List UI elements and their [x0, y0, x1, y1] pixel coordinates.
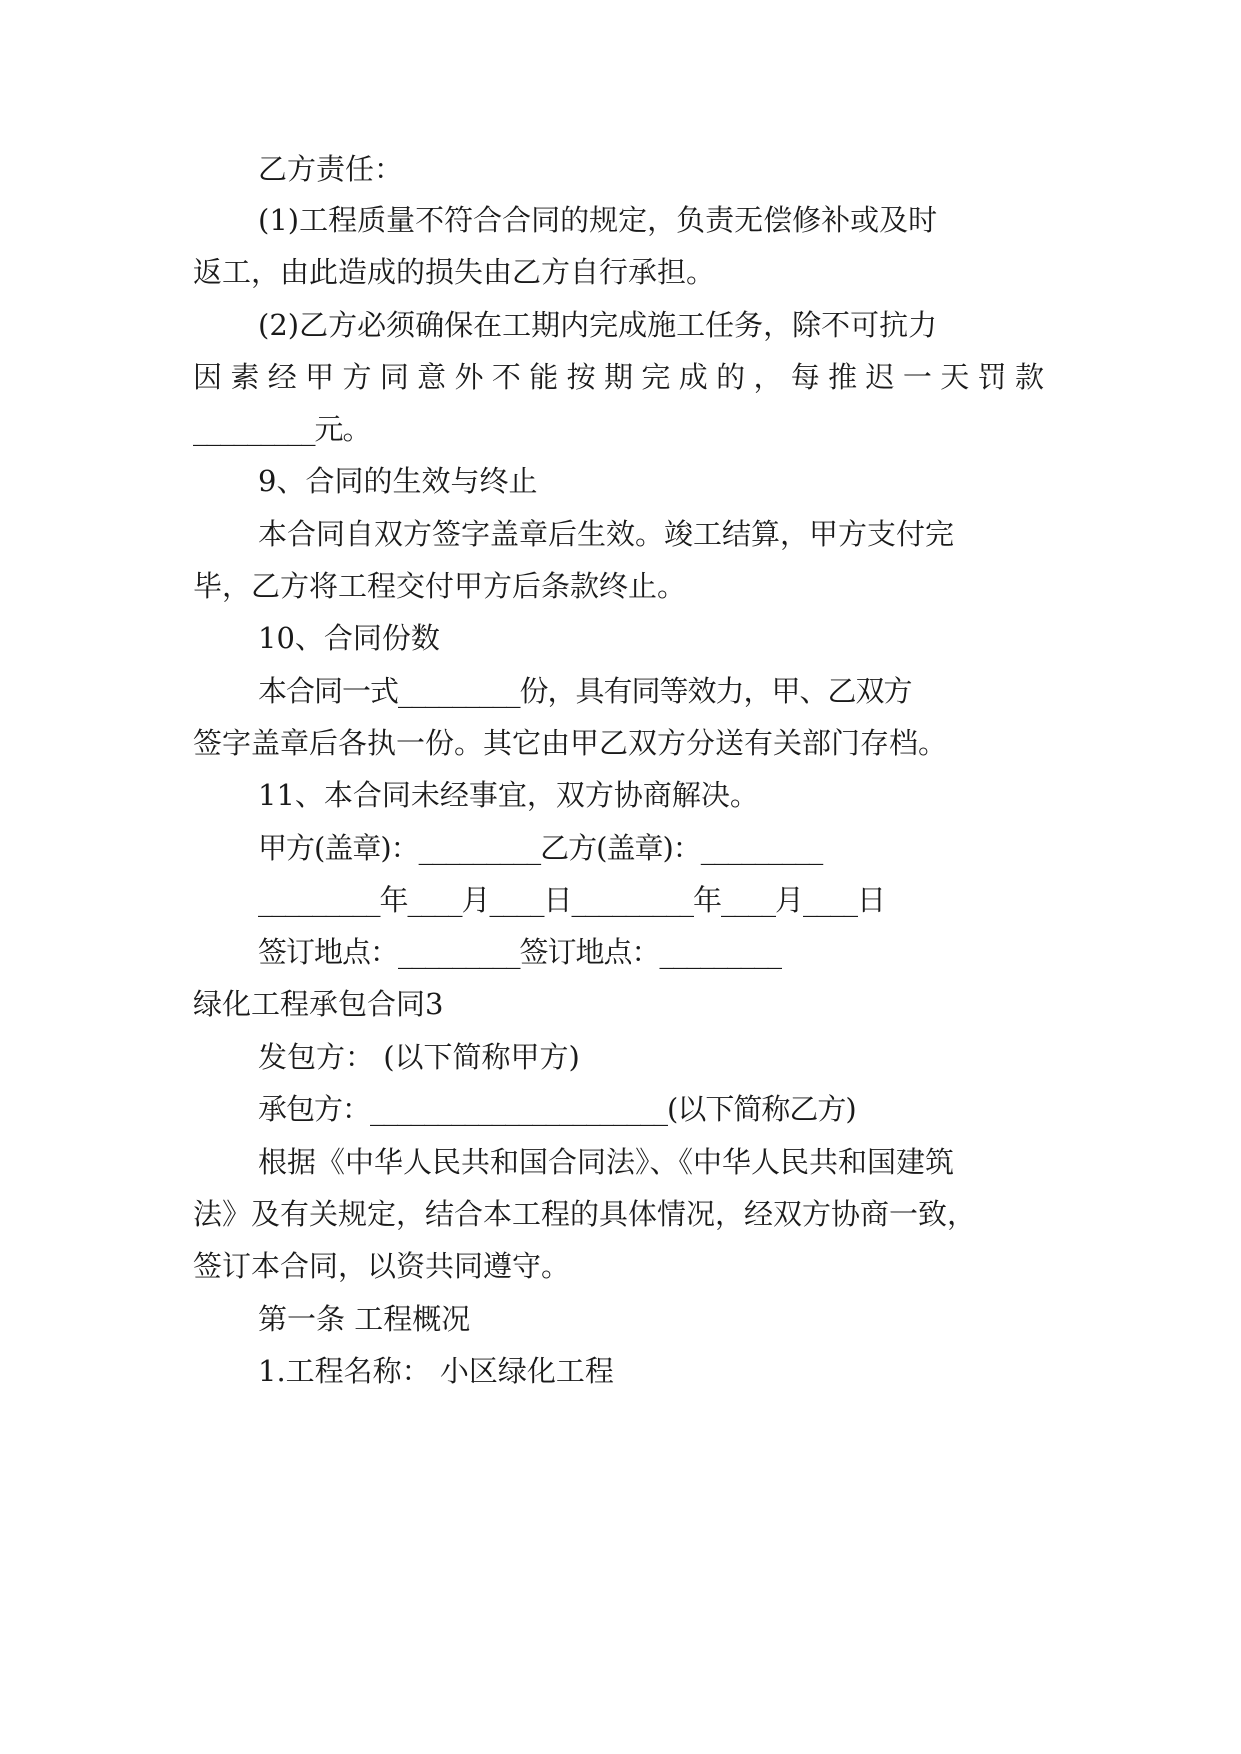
paragraph-line: 返工，由此造成的损失由乙方自行承担。: [193, 255, 716, 289]
paragraph-line: (1)工程质量不符合合同的规定，负责无偿修补或及时: [258, 203, 938, 237]
paragraph-line: _________元。: [193, 412, 371, 446]
paragraph-line: 签字盖章后各执一份。其它由甲乙双方分送有关部门存档。: [193, 726, 948, 760]
contract-title: 绿化工程承包合同3: [193, 987, 444, 1021]
signing-place-line: 签订地点：_________签订地点：_________: [258, 935, 782, 969]
article-heading: 第一条 工程概况: [258, 1302, 471, 1336]
paragraph-line: 11、本合同未经事宜，双方协商解决。: [258, 778, 759, 812]
paragraph-line: 法》及有关规定，结合本工程的具体情况，经双方协商一致，: [193, 1197, 977, 1231]
paragraph-line: 毕，乙方将工程交付甲方后条款终止。: [193, 569, 687, 603]
date-line: _________年____月____日_________年____月____日: [258, 883, 886, 917]
paragraph-line-row: [0, 357, 1241, 397]
paragraph-line: 因素经甲方同意外不能按期完成的，每推迟一天罚款: [193, 360, 1044, 394]
party-line: 承包方：______________________(以下简称乙方): [258, 1092, 856, 1126]
section-heading: 9、合同的生效与终止: [258, 464, 538, 498]
paragraph-line: 本合同自双方签字盖章后生效。竣工结算，甲方支付完: [258, 517, 955, 551]
paragraph-line: 本合同一式_________份，具有同等效力，甲、乙双方: [258, 674, 912, 708]
paragraph-line: 根据《中华人民共和国合同法》、《中华人民共和国建筑: [258, 1145, 955, 1179]
party-line: 发包方： (以下简称甲方): [258, 1040, 580, 1074]
paragraph-line: 签订本合同，以资共同遵守。: [193, 1249, 571, 1283]
section-heading: 10、合同份数: [258, 621, 440, 655]
paragraph-line: (2)乙方必须确保在工期内完成施工任务，除不可抗力: [258, 308, 938, 342]
section-heading: 乙方责任：: [258, 152, 404, 186]
paragraph-line: 1.工程名称： 小区绿化工程: [258, 1354, 614, 1388]
signature-line: 甲方(盖章)：_________乙方(盖章)：_________: [258, 831, 823, 865]
